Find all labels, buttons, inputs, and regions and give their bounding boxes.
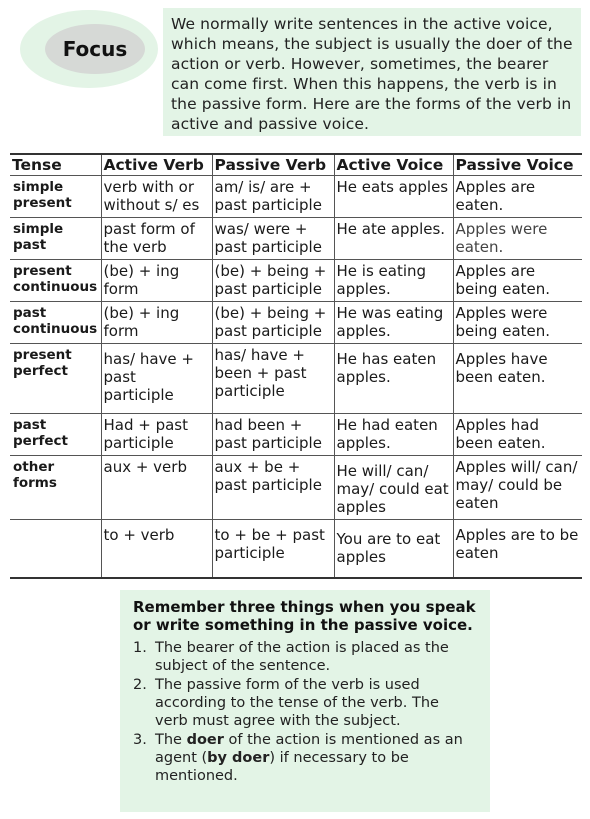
active-verb-cell: (be) + ing form <box>101 302 212 344</box>
passive-verb-cell: am/ is/ are + past participle <box>212 176 334 218</box>
focus-label: Focus <box>62 37 128 61</box>
header-active-voice: Active Voice <box>334 154 453 176</box>
list-number: 3. <box>133 732 147 748</box>
active-voice-cell: You are to eat apples <box>334 520 453 578</box>
passive-verb-cell: has/ have + been + past participle <box>212 344 334 414</box>
tense-cell <box>10 520 101 578</box>
list-text <box>155 732 463 784</box>
table-row <box>10 344 582 414</box>
active-verb-cell: Had + past participle <box>101 414 212 456</box>
active-verb-cell: (be) + ing form <box>101 260 212 302</box>
tense-cell: simple past <box>10 218 101 260</box>
passive-voice-cell: Apples were being eaten. <box>453 302 582 344</box>
passive-voice-cell: Apples are eaten. <box>453 176 582 218</box>
table-row <box>10 176 582 218</box>
intro-text: We normally write sentences in the active voice, which means, the subject is usually the doer of the action or verb. However, sometimes, the bearer can come first. When this happens, the verb is in the passive form. Here are the forms of the verb in active and passive voice. <box>171 15 573 133</box>
active-voice-cell: He had eaten apples. <box>334 414 453 456</box>
passive-voice-cell: Apples have been eaten. <box>453 344 582 414</box>
active-voice-cell: He ate apples. <box>334 218 453 260</box>
tip-list <box>133 639 476 785</box>
list-text-part: of the action is mentioned as an agent ( <box>155 732 463 766</box>
passive-verb-cell: aux + be + past participle <box>212 456 334 520</box>
active-verb-cell: past form of the verb <box>101 218 212 260</box>
passive-verb-cell: to + be + past participle <box>212 520 334 578</box>
active-voice-cell: He will/ can/ may/ could eat apples <box>334 456 453 520</box>
voice-forms-table <box>10 153 582 579</box>
header-passive-verb: Passive Verb <box>212 154 334 176</box>
list-item <box>133 731 476 785</box>
tense-cell: simple present <box>10 176 101 218</box>
table-row <box>10 520 582 578</box>
active-voice-cell: He eats apples <box>334 176 453 218</box>
list-text: The passive form of the verb is used according to the tense of the verb. The verb must agree with the subject. <box>155 677 439 729</box>
passive-verb-cell: (be) + being + past participle <box>212 260 334 302</box>
passive-voice-cell: Apples will/ can/ may/ could be eaten <box>453 456 582 520</box>
table-row <box>10 260 582 302</box>
active-verb-cell: aux + verb <box>101 456 212 520</box>
list-text-bold: doer <box>186 732 224 748</box>
passive-verb-cell: was/ were + past participle <box>212 218 334 260</box>
table-header-row <box>10 154 582 176</box>
list-item <box>133 639 476 675</box>
active-verb-cell: to + verb <box>101 520 212 578</box>
active-voice-cell: He has eaten apples. <box>334 344 453 414</box>
passive-voice-cell: Apples had been eaten. <box>453 414 582 456</box>
tense-cell: present continuous <box>10 260 101 302</box>
table-row <box>10 414 582 456</box>
list-text-part: The <box>155 732 187 748</box>
passive-voice-cell: Apples were eaten. <box>453 218 582 260</box>
list-text-part: ) if necessary to be mentioned. <box>155 750 409 784</box>
active-verb-cell: verb with or without s/ es <box>101 176 212 218</box>
active-verb-cell: has/ have + past participle <box>101 344 212 414</box>
list-number: 2. <box>133 677 147 693</box>
passive-verb-cell: had been + past participle <box>212 414 334 456</box>
header-tense: Tense <box>10 154 101 176</box>
active-voice-cell: He is eating apples. <box>334 260 453 302</box>
list-item <box>133 676 476 730</box>
tense-cell: present perfect <box>10 344 101 414</box>
active-voice-cell: He was eating apples. <box>334 302 453 344</box>
list-number: 1. <box>133 640 147 656</box>
table-row <box>10 302 582 344</box>
table-row <box>10 218 582 260</box>
passive-voice-cell: Apples are to be eaten <box>453 520 582 578</box>
tense-cell: other forms <box>10 456 101 520</box>
table-row <box>10 456 582 520</box>
tip-heading: Remember three things when you speak or write something in the passive voice. <box>133 598 476 634</box>
focus-badge <box>45 24 145 74</box>
intro-box <box>163 8 581 136</box>
passive-voice-cell: Apples are being eaten. <box>453 260 582 302</box>
header-passive-voice: Passive Voice <box>453 154 582 176</box>
tip-box <box>120 590 490 812</box>
header-active-verb: Active Verb <box>101 154 212 176</box>
list-text: The bearer of the action is placed as the subject of the sentence. <box>155 640 449 674</box>
list-text-bold: by doer <box>207 750 270 766</box>
tense-cell: past perfect <box>10 414 101 456</box>
passive-verb-cell: (be) + being + past participle <box>212 302 334 344</box>
tense-cell: past continuous <box>10 302 101 344</box>
